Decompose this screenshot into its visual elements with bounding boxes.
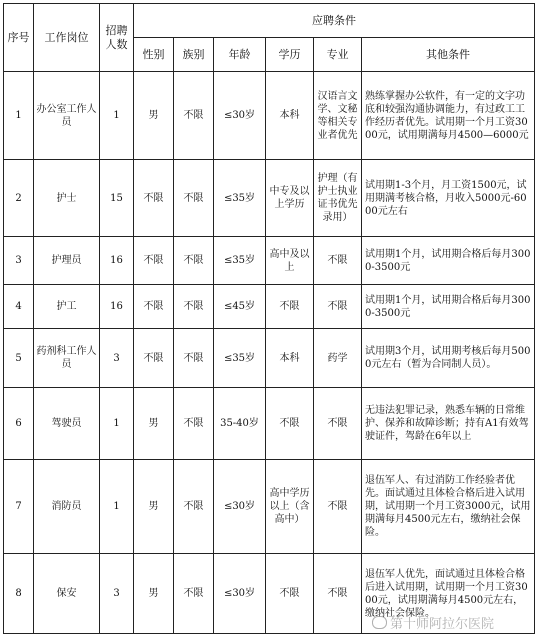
cell-ethnicity: 不限 bbox=[174, 388, 214, 460]
cell-count: 15 bbox=[100, 160, 134, 237]
cell-other: 试用期1个月，试用期合格后每月3000-3500元 bbox=[362, 285, 535, 329]
cell-other: 试用期1个月，试用期合格后每月3000-3500元 bbox=[362, 237, 535, 285]
cell-gender: 不限 bbox=[134, 160, 174, 237]
cell-education: 高中及以上 bbox=[266, 237, 314, 285]
cell-major: 不限 bbox=[314, 285, 362, 329]
cell-ethnicity: 不限 bbox=[174, 160, 214, 237]
cell-gender: 男 bbox=[134, 388, 174, 460]
header-seq: 序号 bbox=[4, 4, 34, 72]
cell-seq: 3 bbox=[4, 237, 34, 285]
cell-gender: 男 bbox=[134, 460, 174, 554]
cell-count: 16 bbox=[100, 237, 134, 285]
watermark bbox=[372, 613, 494, 632]
cell-seq: 2 bbox=[4, 160, 34, 237]
cell-gender: 男 bbox=[134, 72, 174, 160]
cell-position: 药剂科工作人员 bbox=[34, 329, 100, 388]
cell-ethnicity: 不限 bbox=[174, 460, 214, 554]
cell-education: 中专及以上学历 bbox=[266, 160, 314, 237]
recruitment-table bbox=[3, 3, 535, 634]
cell-ethnicity: 不限 bbox=[174, 237, 214, 285]
header-major: 专业 bbox=[314, 38, 362, 72]
cell-seq: 4 bbox=[4, 285, 34, 329]
cell-age: ≤35岁 bbox=[214, 160, 266, 237]
cell-count: 1 bbox=[100, 460, 134, 554]
cell-count: 3 bbox=[100, 554, 134, 634]
cell-other: 熟练掌握办公软件，有一定的文字功底和较强沟通协调能力，有过政工工作经历者优先。试用期一个月工资3000元，试用期满每月4500—6000元 bbox=[362, 72, 535, 160]
cell-ethnicity: 不限 bbox=[174, 285, 214, 329]
cell-count: 1 bbox=[100, 388, 134, 460]
cell-education: 不限 bbox=[266, 554, 314, 634]
cell-other: 无违法犯罪记录，熟悉车辆的日常维护、保养和故障诊断；持有A1有效驾驶证件，驾龄在6年以上 bbox=[362, 388, 535, 460]
cell-major: 不限 bbox=[314, 237, 362, 285]
cell-ethnicity: 不限 bbox=[174, 554, 214, 634]
header-row-1 bbox=[4, 4, 535, 38]
cell-position: 护士 bbox=[34, 160, 100, 237]
cell-seq: 5 bbox=[4, 329, 34, 388]
header-age: 年龄 bbox=[214, 38, 266, 72]
cell-age: ≤45岁 bbox=[214, 285, 266, 329]
table-row bbox=[4, 285, 535, 329]
cell-education: 不限 bbox=[266, 285, 314, 329]
cell-age: ≤30岁 bbox=[214, 72, 266, 160]
header-position: 工作岗位 bbox=[34, 4, 100, 72]
cell-other: 试用期1-3个月，月工资1500元，试用期满考核合格，月收入5000元-6000元左右 bbox=[362, 160, 535, 237]
header-ethnicity: 族别 bbox=[174, 38, 214, 72]
cell-major: 不限 bbox=[314, 460, 362, 554]
cell-education: 本科 bbox=[266, 72, 314, 160]
header-conditions: 应聘条件 bbox=[134, 4, 535, 38]
watermark-text: 第十师阿拉尔医院 bbox=[390, 617, 495, 632]
header-education: 学历 bbox=[266, 38, 314, 72]
cell-other: 试用期3个月，试用期考核后每月5000元左右（暂为合同制人员）。 bbox=[362, 329, 535, 388]
header-other: 其他条件 bbox=[362, 38, 535, 72]
cell-seq: 7 bbox=[4, 460, 34, 554]
cell-count: 16 bbox=[100, 285, 134, 329]
cell-education: 高中学历以上（含高中） bbox=[266, 460, 314, 554]
cell-major: 护理（有护士执业证书优先录用） bbox=[314, 160, 362, 237]
cell-gender: 不限 bbox=[134, 237, 174, 285]
cell-position: 办公室工作人员 bbox=[34, 72, 100, 160]
cell-age: ≤35岁 bbox=[214, 329, 266, 388]
cell-position: 护工 bbox=[34, 285, 100, 329]
table-row bbox=[4, 237, 535, 285]
cell-major: 不限 bbox=[314, 388, 362, 460]
cell-age: 35-40岁 bbox=[214, 388, 266, 460]
cell-gender: 男 bbox=[134, 554, 174, 634]
cell-seq: 8 bbox=[4, 554, 34, 634]
wechat-icon bbox=[372, 616, 387, 629]
cell-count: 1 bbox=[100, 72, 134, 160]
table-row bbox=[4, 388, 535, 460]
table-row bbox=[4, 460, 535, 554]
table-row bbox=[4, 329, 535, 388]
cell-ethnicity: 不限 bbox=[174, 329, 214, 388]
cell-major: 药学 bbox=[314, 329, 362, 388]
cell-seq: 1 bbox=[4, 72, 34, 160]
cell-major: 汉语言文学、文秘等相关专业者优先 bbox=[314, 72, 362, 160]
cell-position: 护理员 bbox=[34, 237, 100, 285]
table-row bbox=[4, 72, 535, 160]
cell-seq: 6 bbox=[4, 388, 34, 460]
cell-other: 退伍军人、有过消防工作经验者优先。面试通过且体检合格后进入试用期，试用期一个月工资3000元，试用期满每月4500元左右，缴纳社会保险。 bbox=[362, 460, 535, 554]
cell-major: 不限 bbox=[314, 554, 362, 634]
cell-education: 本科 bbox=[266, 329, 314, 388]
cell-position: 消防员 bbox=[34, 460, 100, 554]
cell-age: ≤35岁 bbox=[214, 237, 266, 285]
cell-age: ≤30岁 bbox=[214, 554, 266, 634]
cell-age: ≤30岁 bbox=[214, 460, 266, 554]
cell-other: 退伍军人优先，面试通过且体检合格后进入试用期，试用期一个月工资3000元，试用期满每月4500元左右，缴纳社会保险。 bbox=[362, 554, 535, 634]
cell-gender: 不限 bbox=[134, 285, 174, 329]
cell-position: 驾驶员 bbox=[34, 388, 100, 460]
cell-position: 保安 bbox=[34, 554, 100, 634]
cell-gender: 不限 bbox=[134, 329, 174, 388]
table-row bbox=[4, 160, 535, 237]
header-gender: 性别 bbox=[134, 38, 174, 72]
cell-ethnicity: 不限 bbox=[174, 72, 214, 160]
cell-count: 3 bbox=[100, 329, 134, 388]
cell-education: 不限 bbox=[266, 388, 314, 460]
header-count: 招聘人数 bbox=[100, 4, 134, 72]
